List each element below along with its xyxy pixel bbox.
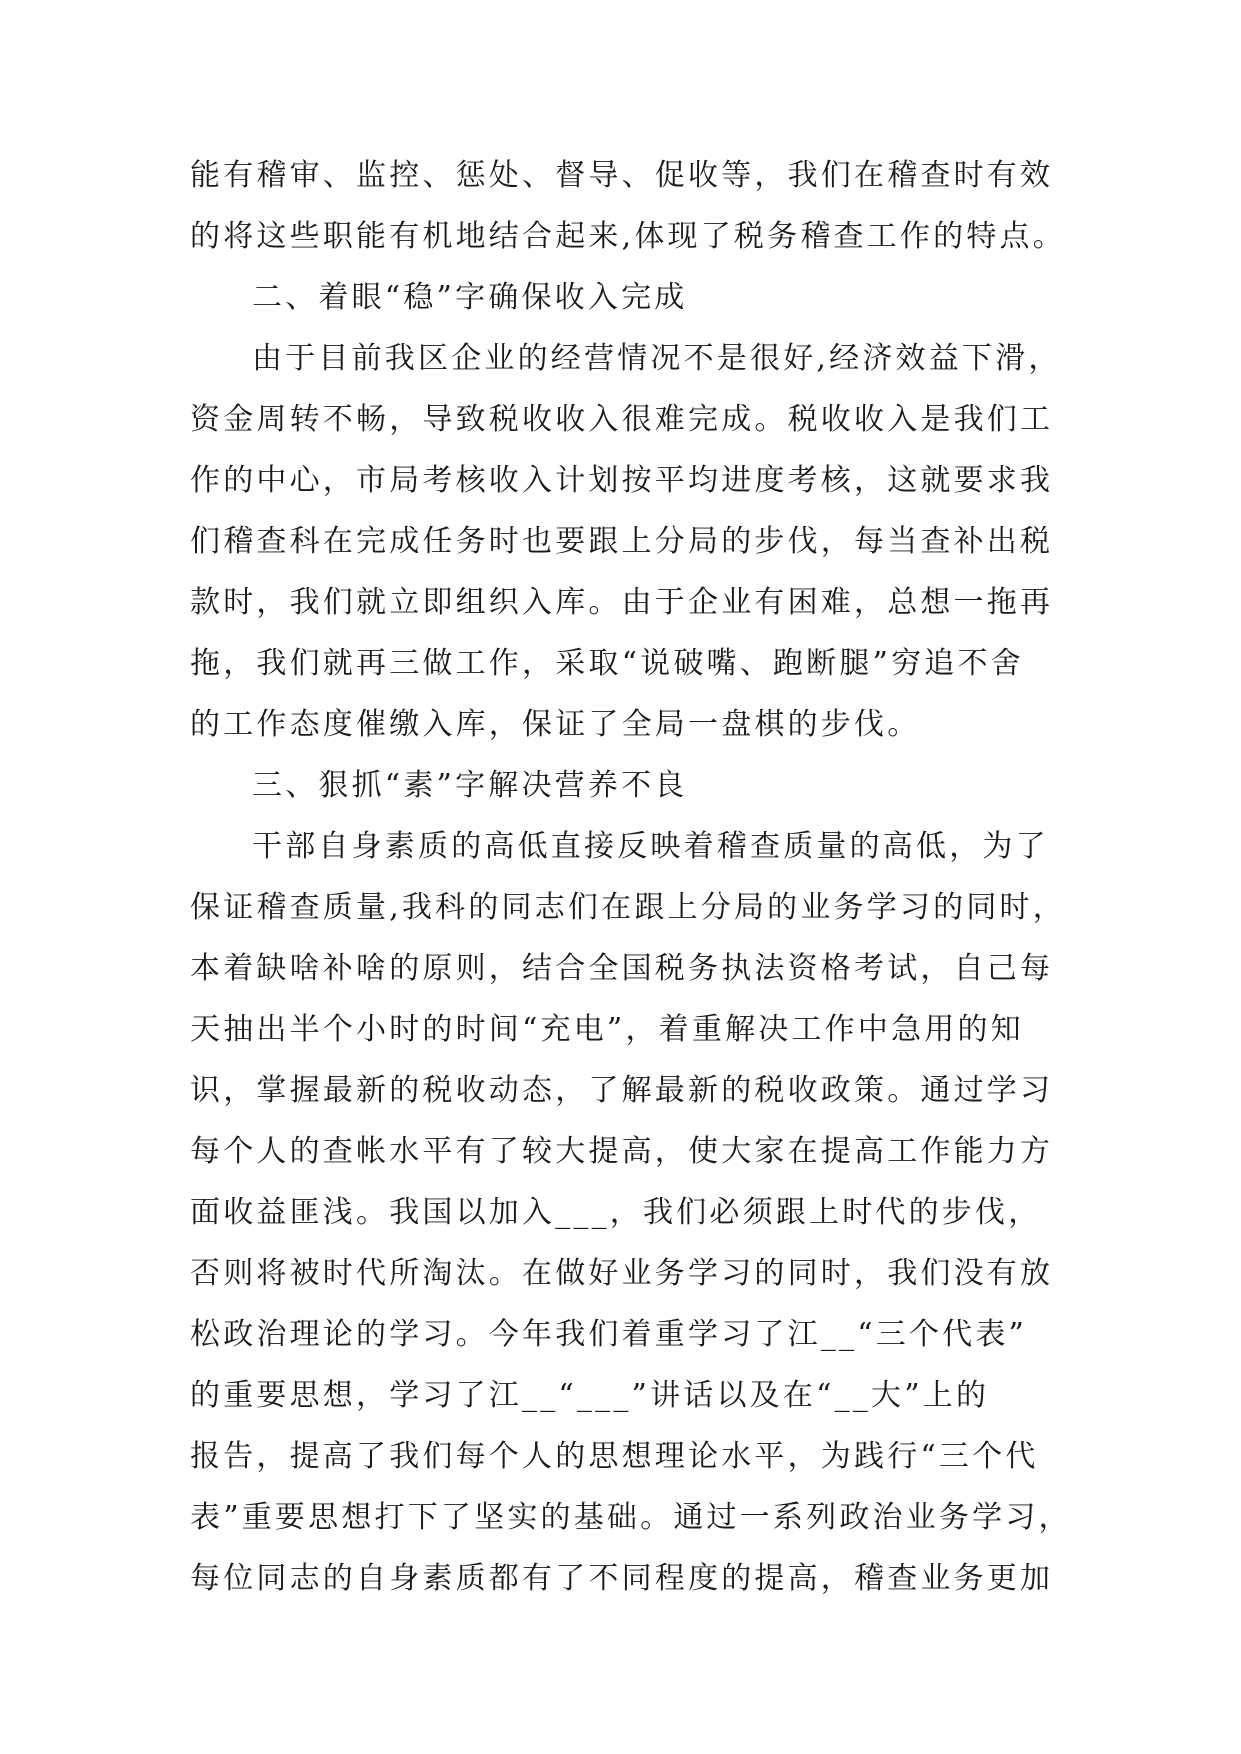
section-heading: 三、狠抓“素”字解决营养不良: [252, 768, 688, 803]
text-line: 拖，我们就再三做工作，采取“说破嘴、跑断腿”穷追不舍: [190, 646, 1024, 681]
text-line: 识，掌握最新的税收动态，了解最新的税收政策。通过学习: [190, 1073, 1054, 1108]
text-line: 的将这些职能有机地结合起来,体现了税务稽查工作的特点。: [190, 219, 1066, 254]
text-line: 干部自身素质的高低直接反映着稽查质量的高低，为了: [252, 829, 1049, 864]
text-line: 每个人的查帐水平有了较大提高，使大家在提高工作能力方: [190, 1134, 1054, 1169]
text-line: 由于目前我区企业的经营情况不是很好,经济效益下滑，: [252, 341, 1062, 376]
text-line: 天抽出半个小时的时间“充电”，着重解决工作中急用的知: [190, 1012, 1024, 1047]
text-line: 款时，我们就立即组织入库。由于企业有困难，总想一拖再: [190, 585, 1054, 620]
text-line: 们稽查科在完成任务时也要跟上分局的步伐，每当查补出税: [190, 524, 1054, 559]
text-line: 能有稽审、监控、惩处、督导、促收等，我们在稽查时有效: [190, 158, 1054, 193]
text-line: 保证稽查质量,我科的同志们在跟上分局的业务学习的同时，: [190, 890, 1066, 925]
text-line: 作的中心，市局考核收入计划按平均进度考核，这就要求我: [190, 463, 1054, 498]
section-heading: 二、着眼“稳”字确保收入完成: [252, 280, 688, 315]
text-line: 的工作态度催缴入库，保证了全局一盘棋的步伐。: [190, 707, 921, 742]
text-line: 每位同志的自身素质都有了不同程度的提高，稽查业务更加: [190, 1561, 1054, 1596]
text-line: 资金周转不畅，导致税收收入很难完成。税收收入是我们工: [190, 402, 1054, 437]
text-line: 否则将被时代所淘汰。在做好业务学习的同时，我们没有放: [190, 1256, 1054, 1291]
text-line: 报告，提高了我们每个人的思想理论水平，为践行“三个代: [190, 1439, 1039, 1474]
text-line: 面收益匪浅。我国以加入___，我们必须跟上时代的步伐，: [190, 1195, 1042, 1230]
text-line: 表”重要思想打下了坚实的基础。通过一系列政治业务学习，: [190, 1500, 1072, 1535]
text-line: 松政治理论的学习。今年我们着重学习了江__“三个代表”: [190, 1317, 1028, 1352]
text-line: 本着缺啥补啥的原则，结合全国税务执法资格考试，自己每: [190, 951, 1054, 986]
text-line: 的重要思想，学习了江__“___”讲话以及在“__大”上的: [190, 1378, 990, 1413]
